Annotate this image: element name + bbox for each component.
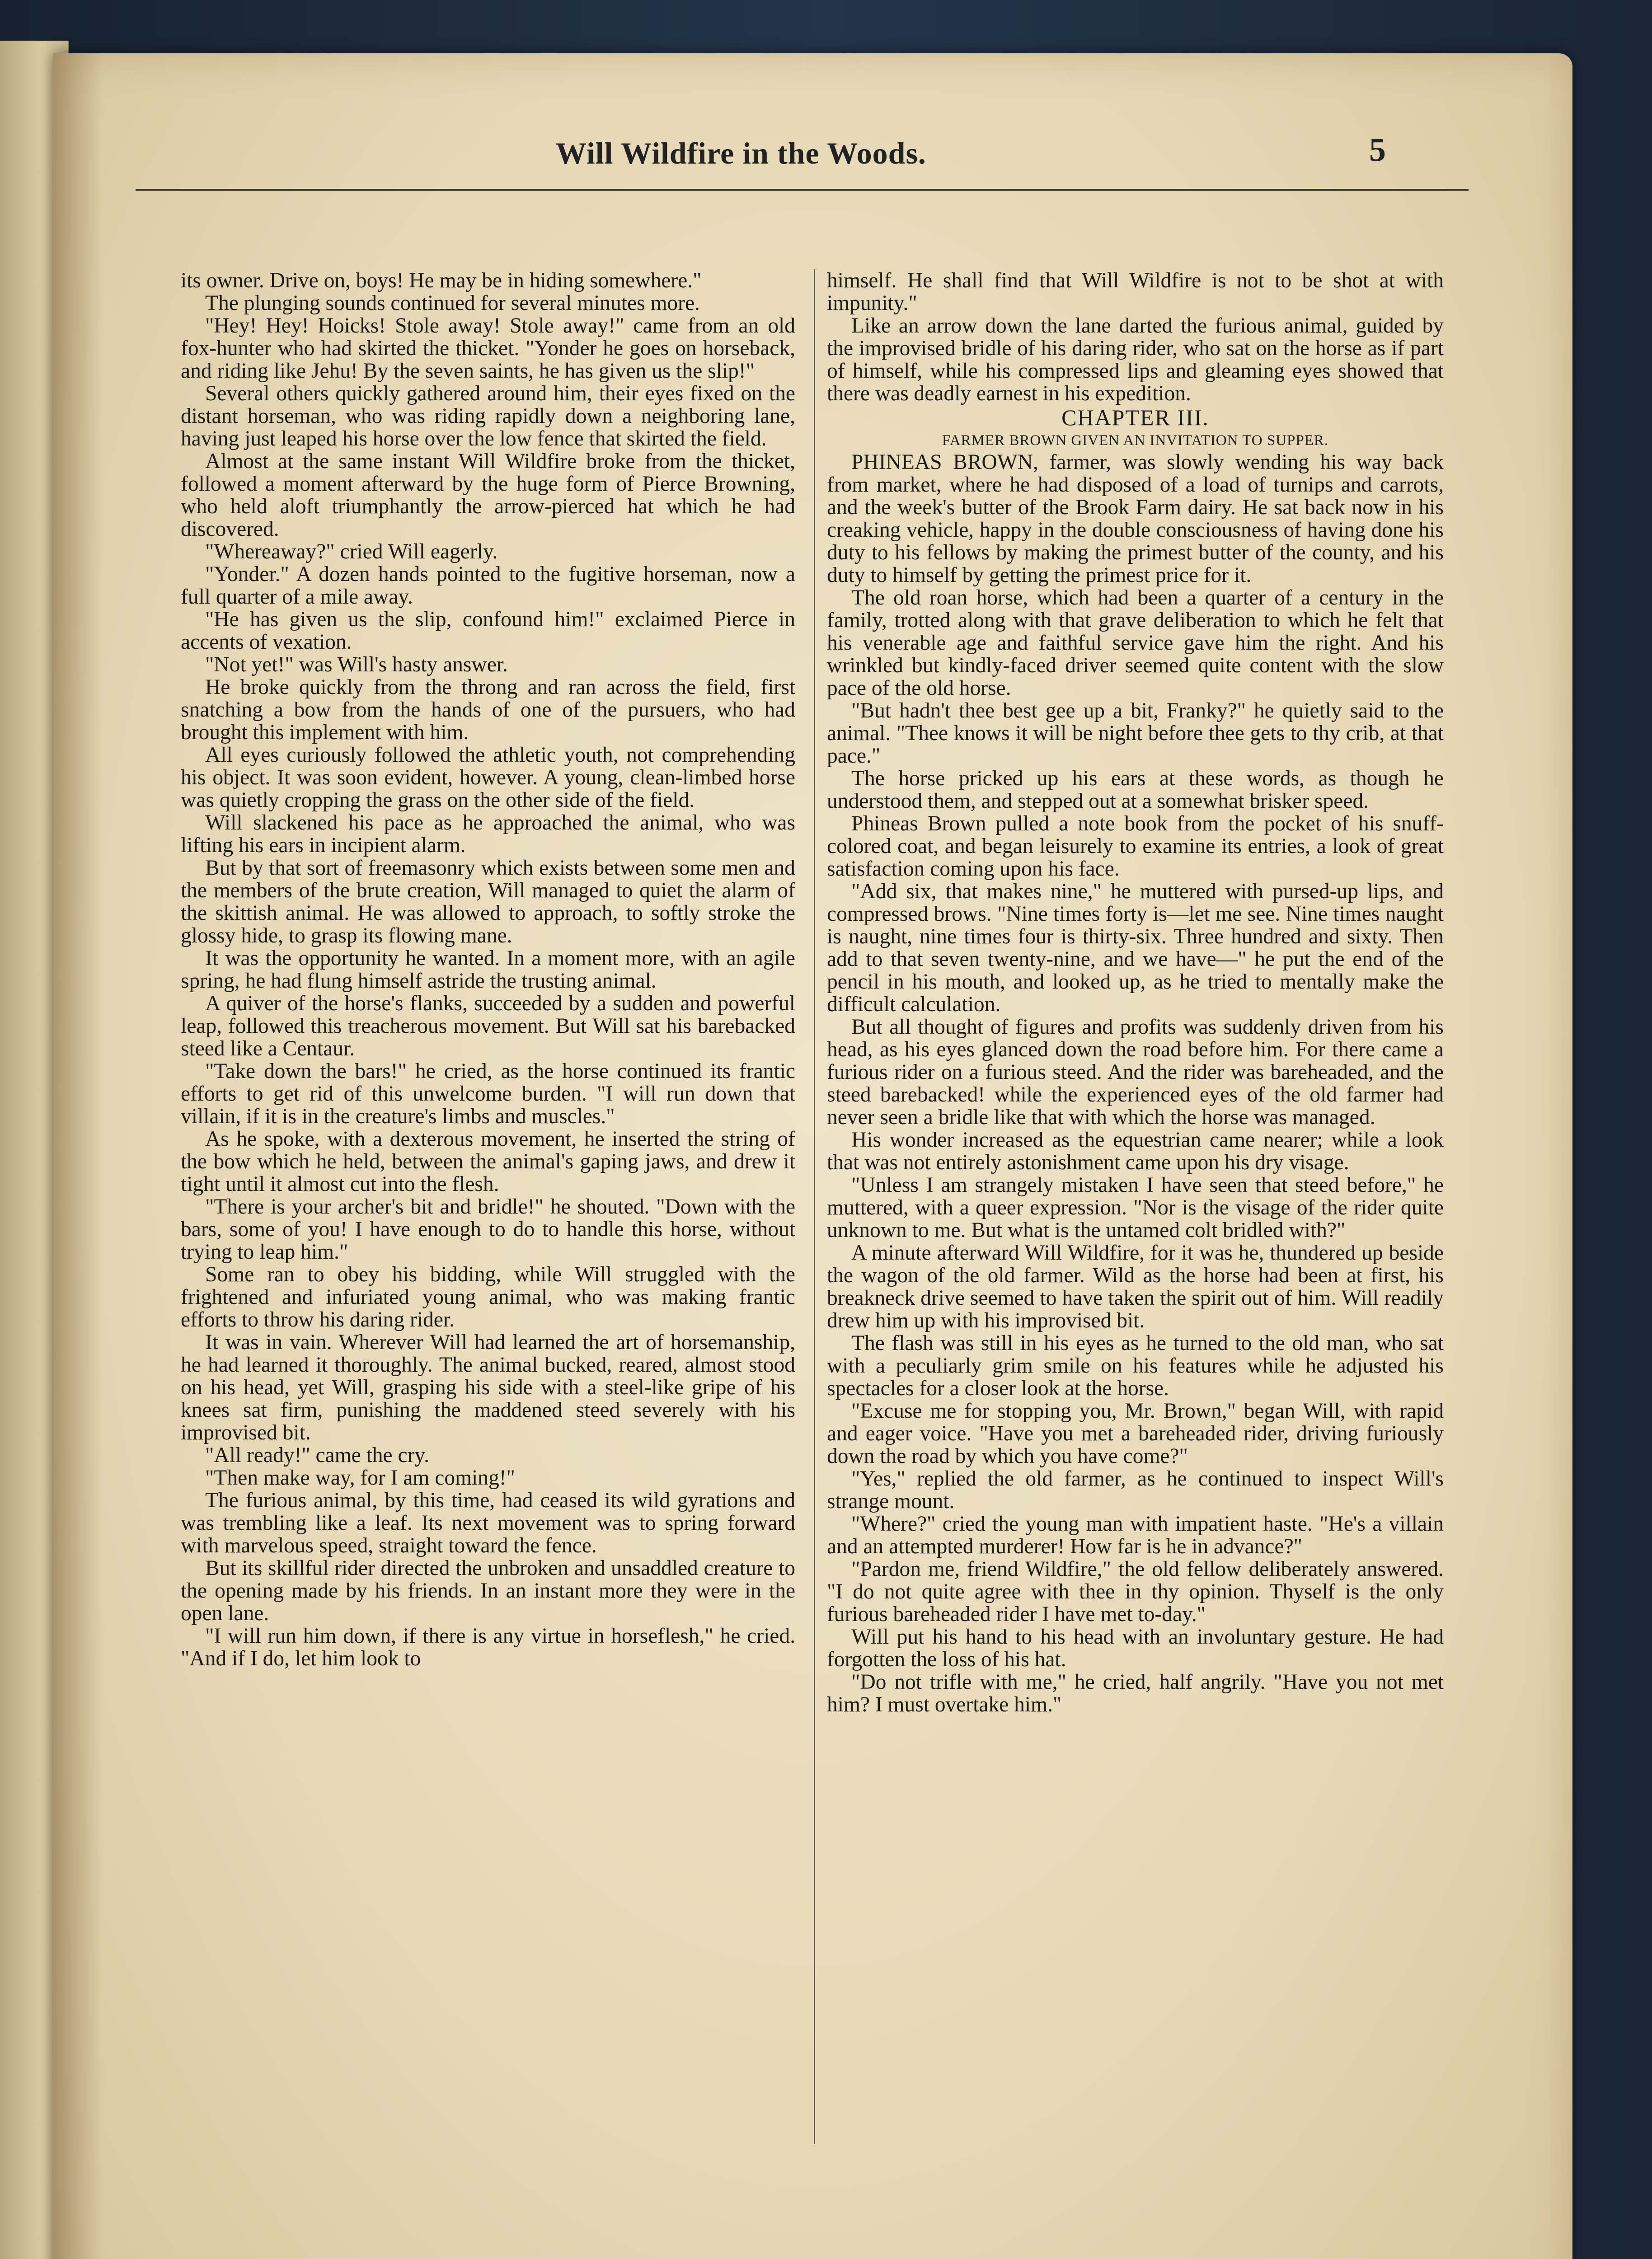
paragraph: His wonder increased as the equestrian came nearer; while a look that was not entirely astonishment came upon his dry visage. [827, 1128, 1444, 1174]
paragraph: "Take down the bars!" he cried, as the horse continued its frantic efforts to get rid of this unwelcome burden. "I will run down that villain, if it is in the creature's limbs and muscles." [181, 1059, 795, 1128]
paragraph: All eyes curiously followed the athletic youth, not comprehending his object. It was soon evident, however. A young, clean-limbed horse was quietly cropping the grass on the other side of the field. [181, 743, 795, 812]
chapter-summary: FARMER BROWN GIVEN AN INVITATION TO SUPPER. [942, 432, 1329, 449]
column-divider [814, 269, 815, 2144]
paragraph: But by that sort of freemasonry which exists between some men and the members of the brute creation, Will managed to quiet the alarm of the skittish animal. He was allowed to approach, to softly stroke the glossy hide, to grasp its flowing mane. [181, 856, 795, 947]
paragraph: The old roan horse, which had been a quarter of a century in the family, trotted along with that grave deliberation to which he felt that his venerable age and faithful service gave him the right. And his wrinkled but kindly-faced driver seemed quite content with the slow pace of the old horse. [827, 586, 1444, 700]
paragraph: The flash was still in his eyes as he turned to the old man, who sat with a peculiarly grim smile on his features while he adjusted his spectacles for a closer look at the horse. [827, 1331, 1444, 1400]
paragraph: Phineas Brown pulled a note book from the pocket of his snuff-colored coat, and began leisurely to examine its entries, a look of great satisfaction coming upon his face. [827, 812, 1444, 881]
paragraph: "Pardon me, friend Wildfire," the old fellow deliberately answered. "I do not quite agree with thee in thy opinion. Thyself is the only furious bareheaded rider I have met to-day." [827, 1557, 1444, 1626]
paragraph: "Yes," replied the old farmer, as he continued to inspect Will's strange mount. [827, 1467, 1444, 1513]
paragraph: The horse pricked up his ears at these words, as though he understood them, and stepped out at a somewhat brisker speed. [827, 767, 1444, 813]
paragraph: "All ready!" came the cry. [205, 1444, 429, 1467]
paragraph: Almost at the same instant Will Wildfire broke from the thicket, followed a moment afterward by the huge form of Pierce Browning, who held aloft triumphantly the arrow-pierced hat which he had discovered. [181, 450, 795, 541]
paragraph: "There is your archer's bit and bridle!" he shouted. "Down with the bars, some of you! I have enough to do to handle this horse, without trying to leap him." [181, 1195, 795, 1264]
paragraph: The plunging sounds continued for several minutes more. [205, 291, 700, 315]
paragraph: Some ran to obey his bidding, while Will struggled with the frightened and infuriated young animal, who was making frantic efforts to throw his daring rider. [181, 1263, 795, 1331]
paragraph: its owner. Drive on, boys! He may be in hiding somewhere." [181, 269, 702, 292]
paragraph: It was the opportunity he wanted. In a moment more, with an agile spring, he had flung himself astride the trusting animal. [181, 947, 795, 993]
paragraph: "Hey! Hey! Hoicks! Stole away! Stole away!" came from an old fox-hunter who had skirted the thicket. "Yonder he goes on horseback, and riding like Jehu! By the seven saints, he has given us the slip!" [181, 314, 795, 383]
left-column [181, 269, 795, 1670]
paragraph: Like an arrow down the lane darted the furious animal, guided by the improvised bridle of his daring rider, who sat on the horse as if part of himself, while his compressed lips and gleaming eyes showed that there was deadly earnest in his expedition. [827, 314, 1444, 405]
paragraph: As he spoke, with a dexterous movement, he inserted the string of the bow which he held, between the animal's gaping jaws, and drew it tight until it almost cut into the flesh. [181, 1127, 795, 1196]
paragraph: "But hadn't thee best gee up a bit, Franky?" he quietly said to the animal. "Thee knows it will be night before thee gets to thy crib, at that pace." [827, 699, 1444, 768]
paragraph: "Unless I am strangely mistaken I have seen that steed before," he muttered, with a queer expression. "Nor is the visage of the rider quite unknown to me. But what is the untamed colt bridled with?" [827, 1173, 1444, 1242]
paragraph: "Where?" cried the young man with impatient haste. "He's a villain and an attempted murderer! How far is he in advance?" [827, 1512, 1444, 1558]
paragraph: A quiver of the horse's flanks, succeeded by a sudden and powerful leap, followed this treacherous movement. But Will sat his barebacked steed like a Centaur. [181, 992, 795, 1060]
paragraph: PHINEAS BROWN, farmer, was slowly wending his way back from market, where he had disposed of a load of turnips and carrots, and the week's butter of the Brook Farm dairy. He sat back now in his creaking vehicle, happy in the double consciousness of having done his duty to his fellows by making the primest butter of the county, and his duty to himself by getting the primest price for it. [827, 450, 1444, 587]
paragraph: The furious animal, by this time, had ceased its wild gyrations and was trembling like a leaf. Its next movement was to spring forward with marvelous speed, straight toward the fence. [181, 1489, 795, 1557]
paragraph: "Then make way, for I am coming!" [205, 1466, 515, 1490]
paragraph: "Not yet!" was Will's hasty answer. [205, 653, 508, 676]
paragraph: "Add six, that makes nine," he muttered with pursed-up lips, and compressed brows. "Nine times forty is—let me see. Nine times naught is naught, nine times four is thirty-six. Three hundred and sixty. Then add to that seven twenty-nine, and we have—" he put the end of the pencil in his mouth, and looked up, as he tried to mentally make the difficult calculation. [827, 880, 1444, 1016]
page-number: 5 [1369, 131, 1386, 169]
paragraph: A minute afterward Will Wildfire, for it was he, thundered up beside the wagon of the old farmer. Wild as the horse had been at first, his breakneck drive seemed to have taken the spirit out of him. Will readily drew him up with his improvised bit. [827, 1241, 1444, 1332]
right-column [827, 269, 1444, 1716]
gutter-shadow [53, 53, 103, 2259]
header-rule [136, 189, 1469, 191]
chapter-heading: CHAPTER III. [1061, 405, 1209, 430]
paragraph: It was in vain. Wherever Will had learned the art of horsemanship, he had learned it thoroughly. The animal bucked, reared, almost stood on his head, yet Will, grasping his side with a steel-like gripe of his knees sat firm, punishing the maddened steed severely with his improvised bit. [181, 1331, 795, 1444]
paragraph: "Excuse me for stopping you, Mr. Brown," began Will, with rapid and eager voice. "Have you met a bareheaded rider, driving furiously down the road by which you have come?" [827, 1399, 1444, 1468]
running-title: Will Wildfire in the Woods. [556, 136, 926, 170]
paragraph: "Yonder." A dozen hands pointed to the fugitive horseman, now a full quarter of a mile away. [181, 562, 795, 609]
paragraph: He broke quickly from the throng and ran across the field, first snatching a bow from the hands of one of the pursuers, who had brought this implement with him. [181, 675, 795, 744]
paragraph: But its skillful rider directed the unbroken and unsaddled creature to the opening made by his friends. In an instant more they were in the open lane. [181, 1556, 795, 1625]
paragraph: Will put his hand to his head with an involuntary gesture. He had forgotten the loss of his hat. [827, 1625, 1444, 1671]
paragraph: But all thought of figures and profits was suddenly driven from his head, as his eyes glanced down the road before him. For there came a furious rider on a furious steed. And the rider was bareheaded, and the steed barebacked! while the experienced eyes of the old farmer had never seen a bridle like that with which the horse was managed. [827, 1015, 1444, 1129]
paragraph: Will slackened his pace as he approached the animal, who was lifting his ears in incipient alarm. [181, 811, 795, 857]
paragraph: himself. He shall find that Will Wildfire is not to be shot at with impunity." [827, 269, 1444, 315]
paragraph: "Do not trifle with me," he cried, half angrily. "Have you not met him? I must overtake him." [827, 1670, 1444, 1716]
paragraph: "He has given us the slip, confound him!" exclaimed Pierce in accents of vexation. [181, 608, 795, 654]
paragraph: Several others quickly gathered around him, their eyes fixed on the distant horseman, who was riding rapidly down a neighboring lane, having just leaped his horse over the low fence that skirted the field. [181, 382, 795, 450]
paragraph: "Whereaway?" cried Will eagerly. [205, 540, 498, 563]
paragraph: "I will run him down, if there is any virtue in horseflesh," he cried. "And if I do, let him look to [181, 1624, 795, 1670]
